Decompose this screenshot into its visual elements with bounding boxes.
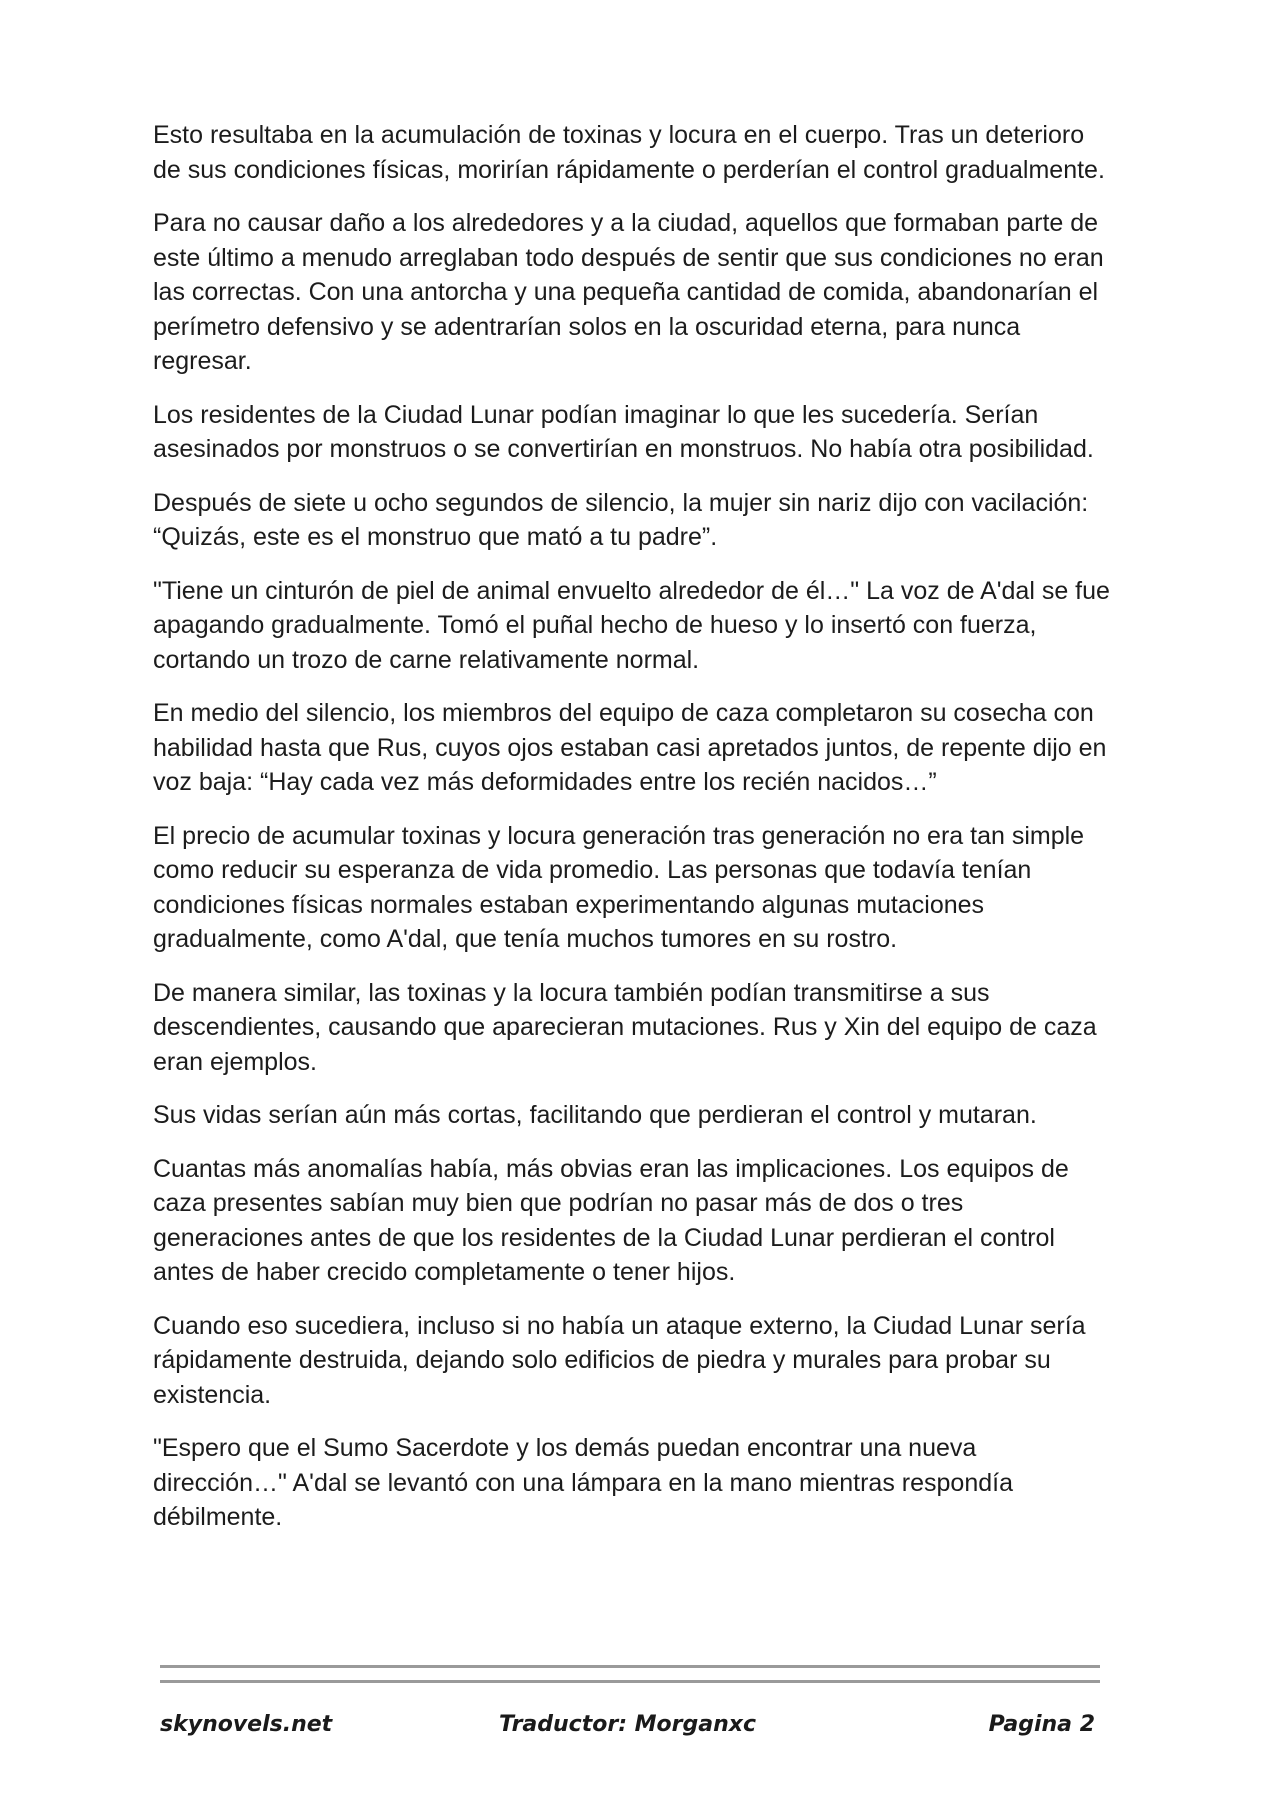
paragraph: Los residentes de la Ciudad Lunar podían imaginar lo que les sucedería. Serían asesinados por monstruos o se convertirían en monstruos. No había otra posibilidad. [153,400,1094,463]
divider-line [160,1665,1100,1668]
paragraph: En medio del silencio, los miembros del equipo de caza completaron su cosecha con habilidad hasta que Rus, cuyos ojos estaban casi apretados juntos, de repente dijo en voz baja: “Hay cada vez más deformidades entre los recién nacidos…” [153,699,1107,796]
paragraph: Cuando eso sucediera, incluso si no había un ataque externo, la Ciudad Lunar sería rápidamente destruida, dejando solo edificios de piedra y murales para probar su existencia. [153,1311,1086,1409]
paragraph: Después de siete u ocho segundos de silencio, la mujer sin nariz dijo con vacilación: “Quizás, este es el monstruo que mató a tu padre”. [153,488,1089,551]
footer-page-number: Pagina 2 [988,1712,1095,1737]
paragraph: Para no causar daño a los alrededores y a la ciudad, aquellos que formaban parte de este último a menudo arreglaban todo después de sentir que sus condiciones no eran las correctas. Con una antorcha y una pequeña cantidad de comida, abandonarían el perímetro defensivo y se adentrarían solos en la oscuridad eterna, para nunca regresar. [153,209,1104,375]
paragraph: De manera similar, las toxinas y la locura también podían transmitirse a sus descendientes, causando que aparecieran mutaciones. Rus y Xin del equipo de caza eran ejemplos. [153,978,1097,1076]
footer-site: skynovels.net [160,1712,333,1737]
page-footer [160,1712,1095,1748]
footer-translator: Traductor: Morganxc [498,1712,757,1737]
paragraph: Cuantas más anomalías había, más obvias eran las implicaciones. Los equipos de caza presentes sabían muy bien que podrían no pasar más de dos o tres generaciones antes de que los residentes de la Ciudad Lunar perdieran el control antes de haber crecido completamente o tener hijos. [153,1154,1069,1286]
body-text [153,118,1113,1554]
paragraph: Sus vidas serían aún más cortas, facilitando que perdieran el control y mutaran. [153,1101,1037,1129]
paragraph: "Tiene un cinturón de piel de animal envuelto alrededor de él…" La voz de A'dal se fue apagando gradualmente. Tomó el puñal hecho de hueso y lo insertó con fuerza, cortando un trozo de carne relativamente normal. [153,576,1110,674]
footer-divider [160,1665,1100,1683]
paragraph: Esto resultaba en la acumulación de toxinas y locura en el cuerpo. Tras un deterioro de sus condiciones físicas, morirían rápidamente o perderían el control gradualmente. [153,121,1105,184]
divider-line [160,1680,1100,1683]
paragraph: "Espero que el Sumo Sacerdote y los demás puedan encontrar una nueva dirección…" A'dal se levantó con una lámpara en la mano mientras respondía débilmente. [153,1434,1013,1531]
paragraph: El precio de acumular toxinas y locura generación tras generación no era tan simple como reducir su esperanza de vida promedio. Las personas que todavía tenían condiciones físicas normales estaban experimentando algunas mutaciones gradualmente, como A'dal, que tenía muchos tumores en su rostro. [153,821,1085,953]
